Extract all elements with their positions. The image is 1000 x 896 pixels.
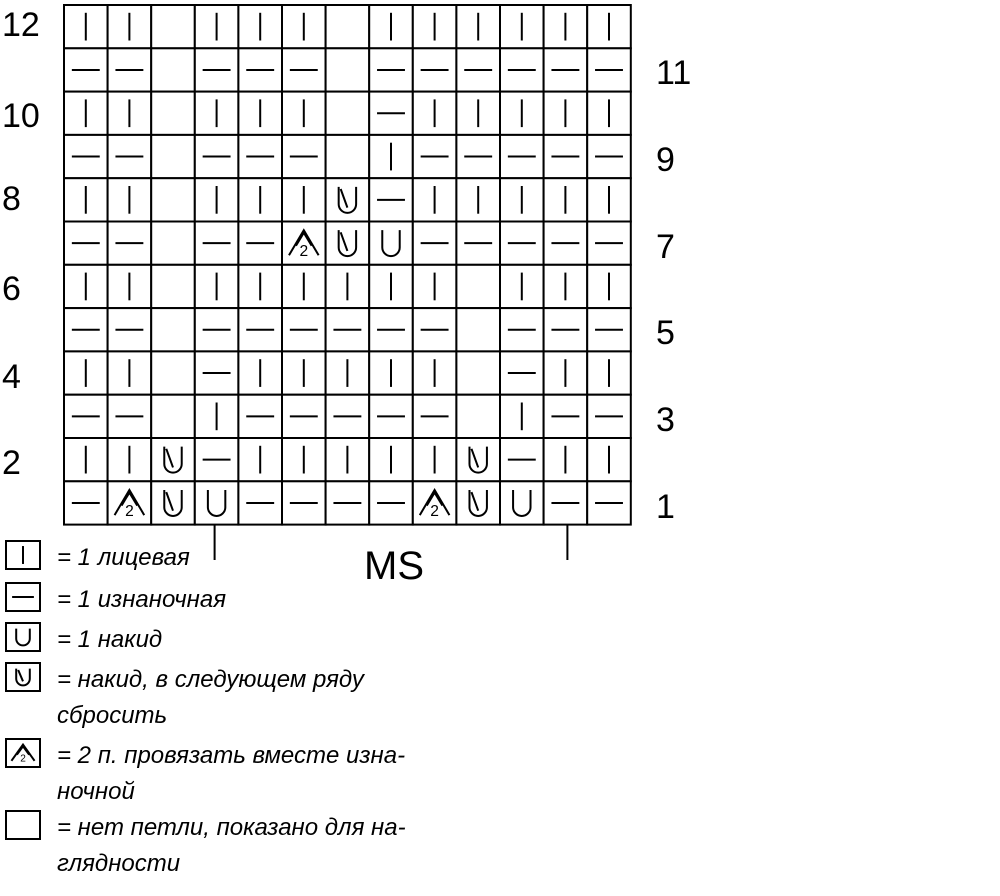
chart-cell-knit-stitch [282, 265, 326, 308]
chart-cell-purl-stitch [456, 222, 500, 265]
chart-cell-purl-stitch [108, 395, 152, 438]
legend-symbol-border [6, 623, 40, 651]
chart-cell-knit-stitch [500, 92, 544, 135]
chart-cell-border [456, 265, 500, 308]
legend-symbol-border [6, 811, 40, 839]
chart-cell-no-stitch [151, 222, 195, 265]
chart-cell-purl-stitch [413, 222, 457, 265]
legend-text-no-stitch: = нет петли, показано для на-глядности [57, 814, 406, 877]
chart-cell-drop-yarn-over [326, 178, 370, 221]
decrease-count-label: 2 [430, 502, 439, 520]
chart-cell-border [195, 481, 239, 524]
chart-cell-no-stitch [151, 5, 195, 48]
chart-cell-border [456, 395, 500, 438]
chart-cell-border [151, 438, 195, 481]
chart-cell-purl-stitch [369, 178, 413, 221]
chart-cell-knit-stitch [544, 351, 588, 394]
chart-cell-knit-stitch [456, 5, 500, 48]
legend-text-yarn-over: = 1 накид [57, 626, 163, 653]
chart-cell-knit-stitch [369, 265, 413, 308]
chart-cell-purl-stitch [587, 395, 631, 438]
chart-cell-no-stitch [151, 308, 195, 351]
chart-cell-purl-stitch [544, 222, 588, 265]
row-number-1: 1 [656, 488, 675, 526]
chart-cell-knit-stitch [195, 92, 239, 135]
chart-cell-knit-stitch [413, 438, 457, 481]
chart-cell-purl-stitch [500, 48, 544, 91]
row-number-2: 2 [2, 444, 21, 482]
chart-cell-no-stitch [151, 135, 195, 178]
chart-cell-border [151, 308, 195, 351]
legend-symbol-border [6, 663, 40, 691]
chart-cell-knit-stitch [195, 5, 239, 48]
chart-cell-knit-stitch [108, 351, 152, 394]
chart-cell-border [456, 351, 500, 394]
chart-cell-yarn-over [195, 481, 239, 524]
chart-cell-purl-stitch [282, 308, 326, 351]
legend-text-purl-two-together: = 2 п. провязать вместе изна-ночной [57, 742, 406, 805]
chart-cell-knit-stitch [326, 351, 370, 394]
chart-cell-purl-stitch [64, 481, 108, 524]
chart-cell-purl-stitch [500, 308, 544, 351]
chart-cell-purl-stitch [282, 48, 326, 91]
row-number-4: 4 [2, 358, 21, 396]
chart-cell-knit-stitch [238, 351, 282, 394]
chart-cell-drop-yarn-over [151, 438, 195, 481]
chart-cell-knit-stitch [326, 438, 370, 481]
decrease-count-label: 2 [125, 502, 134, 520]
chart-cell-border [456, 438, 500, 481]
chart-cell-purl-stitch [369, 92, 413, 135]
chart-cell-purl-stitch [195, 222, 239, 265]
chart-cell-knit-stitch [238, 265, 282, 308]
chart-cell-purl-stitch [326, 395, 370, 438]
chart-cell-purl-stitch [195, 308, 239, 351]
row-number-12: 12 [2, 6, 40, 44]
chart-cell-border [500, 481, 544, 524]
chart-cell-purl-stitch [413, 308, 457, 351]
chart-cell-knit-stitch [64, 178, 108, 221]
chart-cell-purl-stitch [64, 48, 108, 91]
chart-cell-drop-yarn-over [456, 481, 500, 524]
chart-cell-drop-yarn-over [151, 481, 195, 524]
chart-cell-knit-stitch [587, 92, 631, 135]
chart-cell-knit-stitch [456, 92, 500, 135]
decrease-count-label: 2 [299, 243, 309, 261]
chart-cell-purl-stitch [587, 135, 631, 178]
chart-cell-knit-stitch [282, 5, 326, 48]
chart-cell-purl-stitch [238, 135, 282, 178]
chart-cell-knit-stitch [64, 351, 108, 394]
chart-cell-purl-stitch [282, 481, 326, 524]
chart-cell-purl-stitch [238, 395, 282, 438]
chart-cell-purl-stitch [500, 438, 544, 481]
chart-cell-knit-stitch [544, 178, 588, 221]
chart-cell-border [151, 135, 195, 178]
chart-cell-no-stitch [326, 92, 370, 135]
chart-cell-purl-stitch [369, 481, 413, 524]
chart-cell-knit-stitch [108, 92, 152, 135]
chart-cell-purl-stitch [195, 135, 239, 178]
chart-cell-purl-stitch [64, 395, 108, 438]
chart-cell-purl-two-together [413, 481, 457, 524]
legend-text-knit: = 1 лицевая [57, 544, 190, 571]
chart-cell-knit-stitch [369, 351, 413, 394]
chart-cell-knit-stitch [326, 265, 370, 308]
chart-cell-border [151, 92, 195, 135]
chart-cell-knit-stitch [587, 351, 631, 394]
purl-two-together-symbol-icon [5, 738, 41, 768]
chart-cell-purl-stitch [587, 48, 631, 91]
chart-cell-purl-stitch [238, 48, 282, 91]
chart-cell-border [326, 135, 370, 178]
chart-cell-no-stitch [456, 351, 500, 394]
chart-cell-border [456, 481, 500, 524]
chart-cell-purl-stitch [108, 222, 152, 265]
chart-cell-yarn-over [500, 481, 544, 524]
chart-cell-knit-stitch [500, 265, 544, 308]
chart-cell-knit-stitch [369, 5, 413, 48]
chart-cell-purl-stitch [413, 395, 457, 438]
chart-cell-knit-stitch [238, 5, 282, 48]
chart-cell-purl-stitch [369, 48, 413, 91]
row-number-9: 9 [656, 141, 675, 179]
chart-cell-no-stitch [151, 178, 195, 221]
chart-cell-knit-stitch [108, 438, 152, 481]
chart-cell-knit-stitch [587, 438, 631, 481]
chart-cell-border [369, 222, 413, 265]
chart-cell-knit-stitch [195, 265, 239, 308]
chart-cell-purl-stitch [108, 308, 152, 351]
chart-cell-purl-stitch [238, 481, 282, 524]
chart-cell-knit-stitch [456, 178, 500, 221]
chart-cell-border [326, 5, 370, 48]
chart-cell-knit-stitch [282, 351, 326, 394]
chart-cell-purl-stitch [326, 481, 370, 524]
chart-cell-purl-stitch [238, 308, 282, 351]
chart-cell-knit-stitch [282, 438, 326, 481]
chart-cell-no-stitch [456, 265, 500, 308]
chart-cell-purl-stitch [369, 395, 413, 438]
chart-cell-knit-stitch [369, 438, 413, 481]
decrease-count-label: 2 [20, 753, 26, 765]
chart-cell-purl-two-together [282, 222, 326, 265]
chart-cell-purl-stitch [108, 48, 152, 91]
chart-cell-border [151, 5, 195, 48]
chart-cell-purl-stitch [544, 135, 588, 178]
chart-cell-knit-stitch [544, 265, 588, 308]
chart-cell-no-stitch [456, 395, 500, 438]
purl-symbol-icon [5, 582, 41, 612]
chart-cell-purl-stitch [369, 308, 413, 351]
chart-cell-knit-stitch [587, 5, 631, 48]
chart-cell-knit-stitch [108, 5, 152, 48]
chart-cell-purl-stitch [108, 135, 152, 178]
chart-cell-border [151, 395, 195, 438]
chart-cell-purl-stitch [544, 308, 588, 351]
chart-cell-knit-stitch [238, 92, 282, 135]
row-number-7: 7 [656, 228, 675, 266]
chart-cell-knit-stitch [544, 92, 588, 135]
chart-cell-border [151, 178, 195, 221]
legend-text-purl: = 1 изнаночная [57, 586, 227, 613]
chart-cell-purl-stitch [282, 395, 326, 438]
chart-cell-knit-stitch [282, 178, 326, 221]
chart-cell-no-stitch [151, 265, 195, 308]
chart-cell-knit-stitch [64, 438, 108, 481]
chart-cell-knit-stitch [587, 178, 631, 221]
chart-cell-knit-stitch [64, 265, 108, 308]
chart-cell-knit-stitch [282, 92, 326, 135]
chart-cell-knit-stitch [108, 265, 152, 308]
row-number-8: 8 [2, 180, 21, 218]
knit-symbol-icon [5, 540, 41, 570]
chart-cell-no-stitch [151, 48, 195, 91]
chart-cell-knit-stitch [413, 178, 457, 221]
chart-cell-knit-stitch [108, 178, 152, 221]
row-number-3: 3 [656, 401, 675, 439]
chart-cell-purl-stitch [587, 222, 631, 265]
chart-cell-purl-stitch [413, 48, 457, 91]
chart-cell-border [151, 481, 195, 524]
chart-cell-border [456, 308, 500, 351]
chart-cell-knit-stitch [544, 438, 588, 481]
chart-cell-knit-stitch [238, 178, 282, 221]
chart-cell-no-stitch [151, 395, 195, 438]
chart-cell-purl-stitch [326, 308, 370, 351]
chart-cell-purl-stitch [64, 222, 108, 265]
chart-cell-knit-stitch [544, 5, 588, 48]
chart-cell-border [326, 222, 370, 265]
chart-cell-knit-stitch [195, 178, 239, 221]
chart-cell-purl-stitch [587, 481, 631, 524]
chart-cell-no-stitch [326, 5, 370, 48]
chart-cell-drop-yarn-over [456, 438, 500, 481]
chart-cell-knit-stitch [369, 135, 413, 178]
chart-cell-knit-stitch [64, 5, 108, 48]
chart-cell-no-stitch [326, 135, 370, 178]
chart-cell-purl-stitch [500, 135, 544, 178]
chart-cell-knit-stitch [195, 395, 239, 438]
chart-cell-knit-stitch [238, 438, 282, 481]
yarn-over-symbol-icon [5, 622, 41, 652]
chart-cell-no-stitch [456, 308, 500, 351]
chart-cell-no-stitch [326, 48, 370, 91]
chart-cell-purl-stitch [195, 48, 239, 91]
chart-cell-purl-stitch [64, 308, 108, 351]
chart-cell-knit-stitch [413, 265, 457, 308]
row-number-6: 6 [2, 270, 21, 308]
legend-text-drop-yarn-over: = накид, в следующем ряду сбросить [57, 666, 364, 729]
chart-cell-border [151, 265, 195, 308]
repeat-label-ms: MS [360, 544, 428, 588]
chart-cell-purl-stitch [195, 438, 239, 481]
chart-cell-purl-stitch [195, 351, 239, 394]
chart-cell-purl-stitch [413, 135, 457, 178]
chart-cell-purl-stitch [544, 48, 588, 91]
chart-cell-border [326, 92, 370, 135]
chart-cell-purl-stitch [500, 351, 544, 394]
chart-cell-purl-stitch [500, 222, 544, 265]
chart-cell-no-stitch [151, 351, 195, 394]
chart-cell-purl-stitch [456, 135, 500, 178]
chart-cell-purl-stitch [587, 308, 631, 351]
chart-cell-knit-stitch [64, 92, 108, 135]
chart-cell-drop-yarn-over [326, 222, 370, 265]
chart-cell-purl-stitch [544, 395, 588, 438]
chart-cell-purl-stitch [544, 481, 588, 524]
chart-cell-yarn-over [369, 222, 413, 265]
chart-cell-border [326, 178, 370, 221]
no-stitch-symbol-icon [5, 810, 41, 840]
chart-cell-knit-stitch [413, 92, 457, 135]
chart-cell-knit-stitch [587, 265, 631, 308]
chart-cell-purl-two-together [108, 481, 152, 524]
chart-cell-purl-stitch [64, 135, 108, 178]
chart-cell-purl-stitch [238, 222, 282, 265]
chart-cell-purl-stitch [282, 135, 326, 178]
chart-cell-border [151, 48, 195, 91]
chart-cell-border [151, 351, 195, 394]
chart-cell-border [326, 48, 370, 91]
row-number-5: 5 [656, 314, 675, 352]
chart-cell-border [151, 222, 195, 265]
row-number-10: 10 [2, 97, 40, 135]
chart-cell-knit-stitch [500, 395, 544, 438]
chart-cell-knit-stitch [500, 178, 544, 221]
chart-cell-no-stitch [151, 92, 195, 135]
row-number-11: 11 [656, 54, 692, 92]
chart-cell-knit-stitch [413, 5, 457, 48]
chart-cell-knit-stitch [413, 351, 457, 394]
chart-cell-purl-stitch [456, 48, 500, 91]
chart-cell-knit-stitch [500, 5, 544, 48]
drop-yarn-over-symbol-icon [5, 662, 41, 692]
